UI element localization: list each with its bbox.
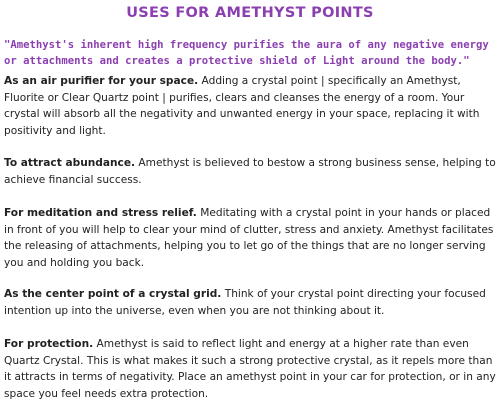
section-body: Amethyst is believed to bestow a strong business sense, helping to achieve financial success. <box>4 157 496 186</box>
intro-quote: "Amethyst's inherent high frequency purifies the aura of any negative energy or attachments and creates a protective shield of Light around the body." <box>4 39 489 67</box>
page-title: USES FOR AMETHYST POINTS <box>126 5 374 21</box>
section-heading: As the center point of a crystal grid. <box>4 288 222 300</box>
section-body: Amethyst is said to reflect light and energy at a higher rate than even Quartz Crystal. This is what makes it such a strong protective crystal, as it repels more than it attracts in terms of negativity. Place an amethyst point in your car for protection, or in any space you feel needs extra protection. <box>4 338 496 400</box>
section-abundance <box>4 155 498 188</box>
section-heading: As an air purifier for your space. <box>4 75 199 87</box>
section-heading: To attract abundance. <box>4 157 136 169</box>
section-air-purifier <box>4 73 498 139</box>
section-heading: For protection. <box>4 338 94 350</box>
section-protection <box>4 336 498 402</box>
section-body: Adding a crystal point | specifically an Amethyst, Fluorite or Clear Quartz point | purifies, clears and cleanses the energy of a room. Your crystal will absorb all the negativity and unwanted energy in your space, replacing it with positivity and light. <box>4 75 480 137</box>
section-meditation <box>4 205 498 271</box>
section-body: Meditating with a crystal point in your hands or placed in front of you will help to clear your mind of clutter, stress and anxiety. Amethyst facilitates the releasing of attachments, helping you to let go of the things that are no longer serving you and holding you back. <box>4 207 494 269</box>
section-crystal-grid <box>4 286 498 319</box>
section-body: Think of your crystal point directing your focused intention up into the universe, even when you are not thinking about it. <box>4 288 486 317</box>
section-heading: For meditation and stress relief. <box>4 207 197 219</box>
